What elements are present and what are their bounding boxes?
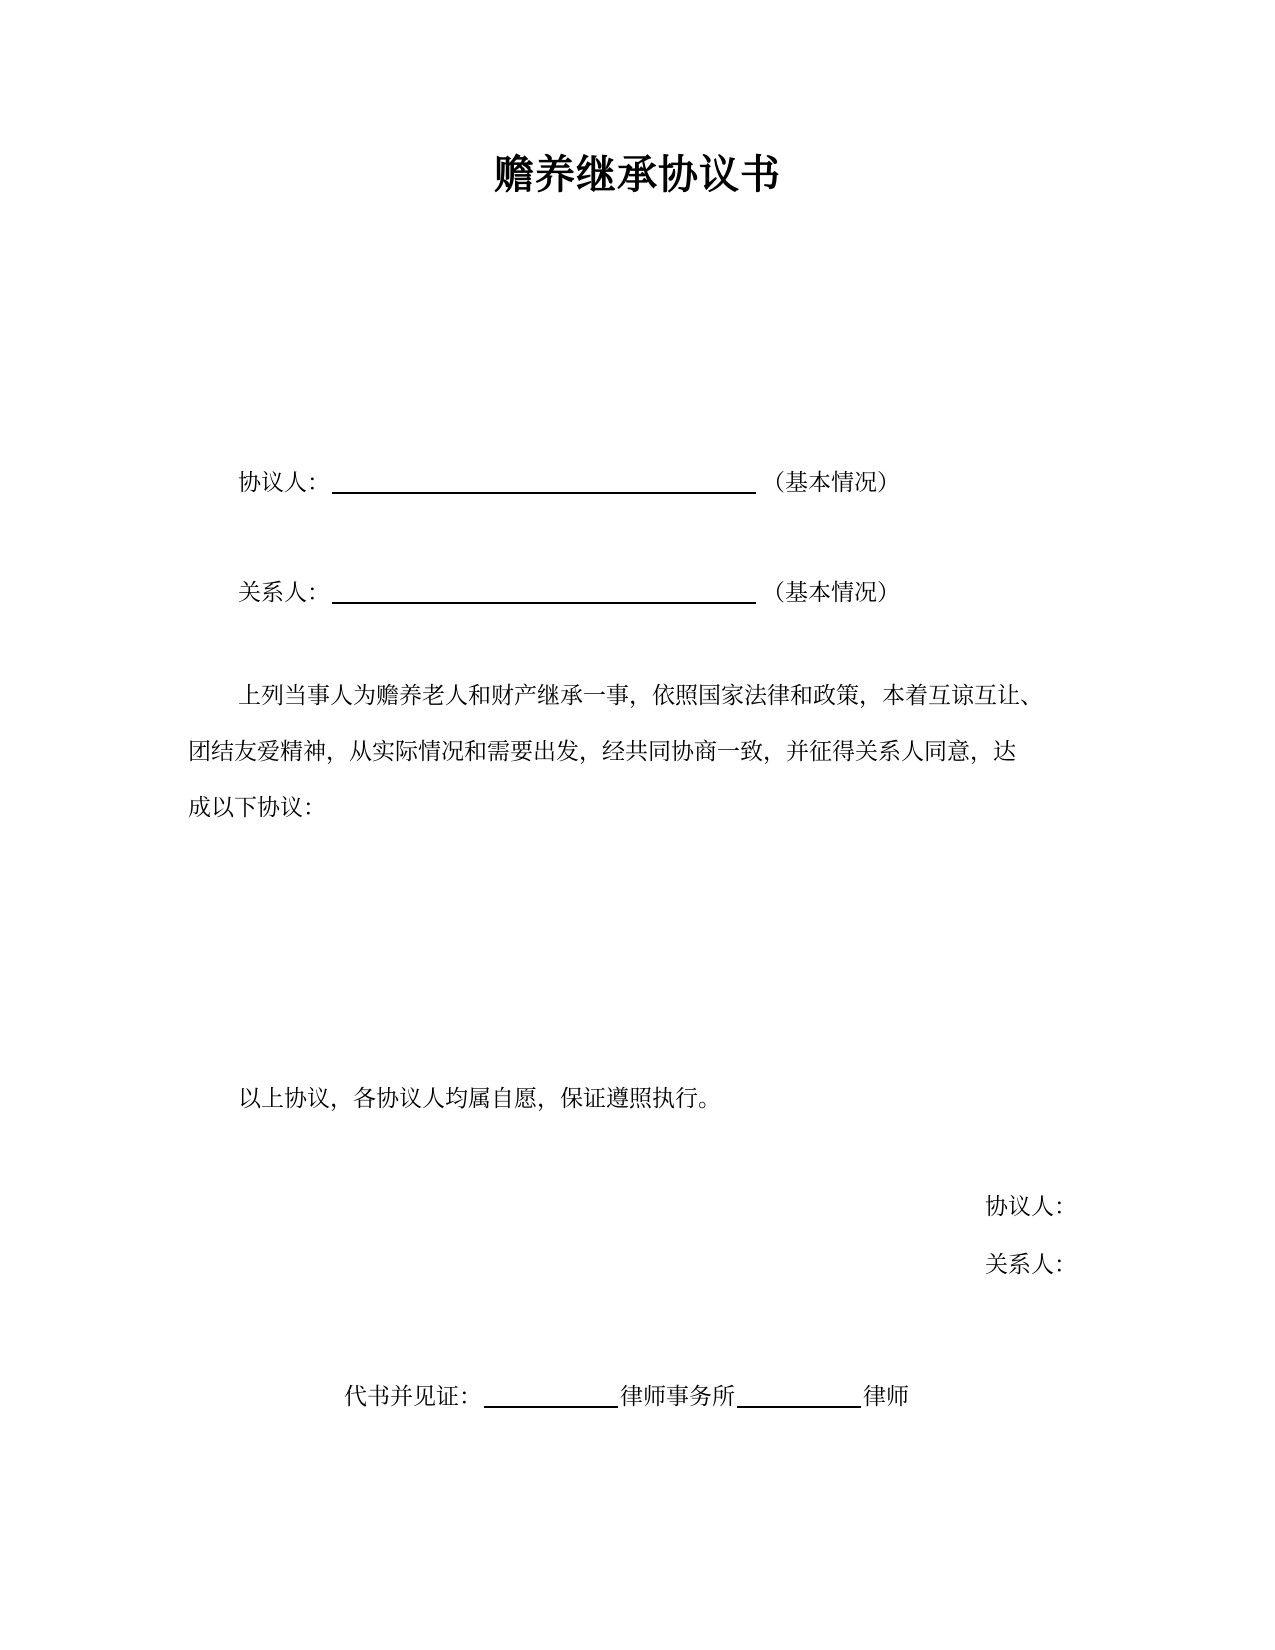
party-note: （基本情况）	[762, 470, 900, 496]
related-field-row	[238, 578, 900, 608]
witness-row	[344, 1382, 909, 1412]
intro-line: 团结友爱精神，从实际情况和需要出发，经共同协商一致，并征得关系人同意，达	[188, 739, 1016, 765]
closing-statement: 以上协议，各协议人均属自愿，保证遵照执行。	[238, 1086, 721, 1112]
witness-lawyer-blank-line	[737, 1384, 861, 1408]
witness-lawyer-label: 律师	[863, 1384, 909, 1410]
party-label: 协议人：	[238, 470, 330, 496]
party-field-row	[238, 468, 900, 498]
intro-line: 成以下协议：	[188, 795, 326, 821]
related-blank-line	[332, 580, 756, 604]
signature-party-label: 协议人：	[985, 1194, 1077, 1220]
related-label: 关系人：	[238, 580, 330, 606]
signature-related-label: 关系人：	[985, 1252, 1077, 1278]
witness-firm-label: 律师事务所	[620, 1384, 735, 1410]
related-note: （基本情况）	[762, 580, 900, 606]
intro-paragraph	[188, 668, 1098, 836]
witness-prefix: 代书并见证：	[344, 1384, 482, 1410]
document-title: 赡养继承协议书	[494, 152, 781, 198]
intro-line: 上列当事人为赡养老人和财产继承一事，依照国家法律和政策，本着互谅互让、	[238, 683, 1043, 709]
party-blank-line	[332, 470, 756, 494]
witness-firm-blank-line	[484, 1384, 618, 1408]
